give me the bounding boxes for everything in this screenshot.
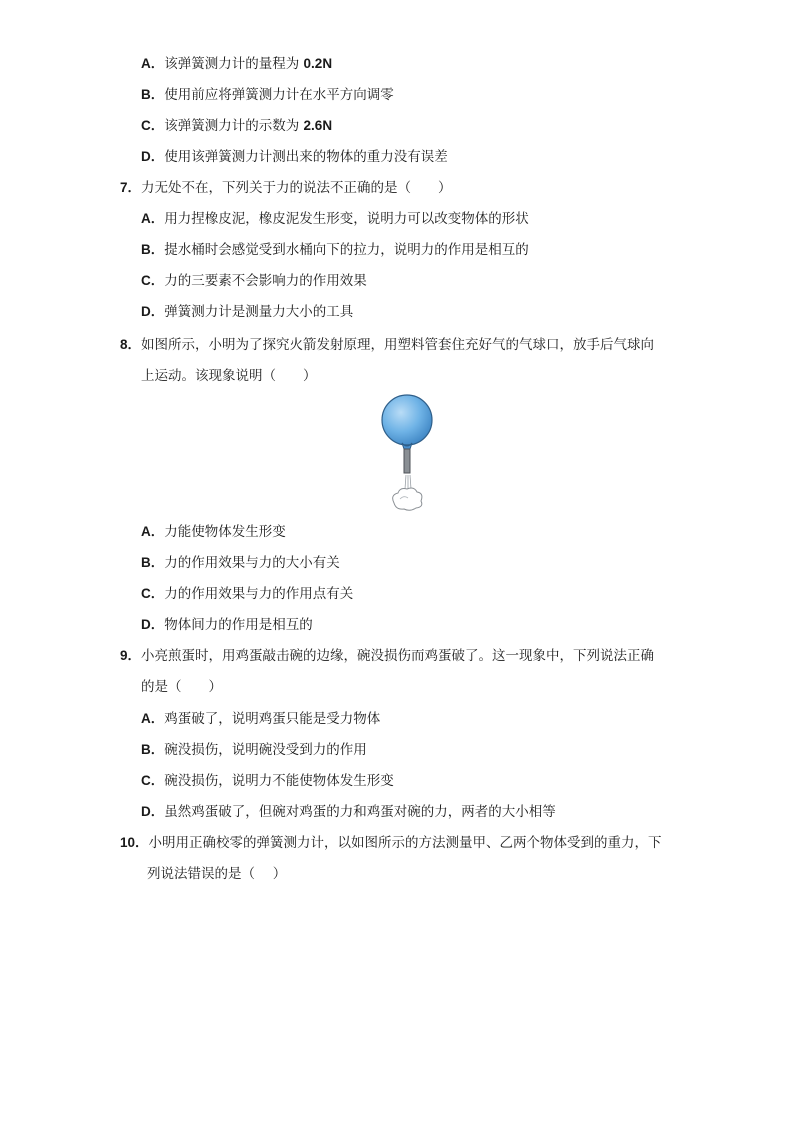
option-label: B． xyxy=(141,742,165,757)
q8-stem-continued xyxy=(141,366,317,386)
option-value: 2.6N xyxy=(303,118,333,133)
q7-option-c xyxy=(141,271,367,291)
q8-option-c xyxy=(141,584,353,604)
question-text: 力无处不在，下列关于力的说法不正确的是（ ） xyxy=(141,180,452,196)
q6-option-a xyxy=(141,54,332,74)
q10-stem-continued xyxy=(147,864,286,884)
option-text: 碗没损伤，说明碗没受到力的作用 xyxy=(164,742,367,758)
question-text: 如图所示，小明为了探究火箭发射原理，用塑料管套住充好气的气球口，放手后气球向 xyxy=(141,337,655,353)
option-text: 该弹簧测力计的示数为 xyxy=(164,118,304,134)
q10-stem xyxy=(120,833,662,853)
option-text: 物体间力的作用是相互的 xyxy=(164,617,313,633)
q9-option-d xyxy=(141,802,556,822)
option-text: 使用该弹簧测力计测出来的物体的重力没有误差 xyxy=(164,149,448,165)
q9-stem xyxy=(120,646,654,666)
q7-option-a xyxy=(141,209,529,229)
question-number: 9． xyxy=(120,648,142,663)
q8-option-a xyxy=(141,522,286,542)
question-text: 小明用正确校零的弹簧测力计，以如图所示的方法测量甲、乙两个物体受到的重力，下 xyxy=(148,835,662,851)
q7-stem xyxy=(120,178,452,198)
option-label: A． xyxy=(141,524,165,539)
option-label: C． xyxy=(141,586,165,601)
balloon-body xyxy=(382,395,432,445)
question-number: 7． xyxy=(120,180,142,195)
option-text: 力的三要素不会影响力的作用效果 xyxy=(164,273,367,289)
option-label: A． xyxy=(141,211,165,226)
question-text: 小亮煎蛋时，用鸡蛋敲击碗的边缘，碗没损伤而鸡蛋破了。这一现象中，下列说法正确 xyxy=(141,648,655,664)
option-label: C． xyxy=(141,273,165,288)
option-text: 力的作用效果与力的作用点有关 xyxy=(164,586,354,602)
option-text: 鸡蛋破了，说明鸡蛋只能是受力物体 xyxy=(164,711,381,727)
option-label: D． xyxy=(141,617,165,632)
question-text: 列说法错误的是（ ） xyxy=(147,866,287,882)
q6-option-b xyxy=(141,85,394,105)
option-text: 该弹簧测力计的量程为 xyxy=(164,56,304,72)
q9-option-c xyxy=(141,771,394,791)
q6-option-c xyxy=(141,116,332,136)
q9-option-b xyxy=(141,740,367,760)
option-label: D． xyxy=(141,304,165,319)
question-number: 10． xyxy=(120,835,149,850)
option-text: 力能使物体发生形变 xyxy=(164,524,286,540)
q6-option-d xyxy=(141,147,448,167)
question-number: 8． xyxy=(120,337,142,352)
option-label: A． xyxy=(141,711,165,726)
air-jet-line xyxy=(405,475,406,489)
option-text: 虽然鸡蛋破了，但碗对鸡蛋的力和鸡蛋对碗的力，两者的大小相等 xyxy=(164,804,556,820)
option-text: 使用前应将弹簧测力计在水平方向调零 xyxy=(164,87,394,103)
q8-option-d xyxy=(141,615,313,635)
q8-option-b xyxy=(141,553,340,573)
option-label: B． xyxy=(141,87,165,102)
q8-stem xyxy=(120,335,654,355)
q9-option-a xyxy=(141,709,380,729)
balloon-rocket-figure xyxy=(378,393,436,517)
question-text: 上运动。该现象说明（ ） xyxy=(141,368,317,384)
option-value: 0.2N xyxy=(303,56,333,71)
plastic-tube xyxy=(404,449,410,473)
air-jet-line xyxy=(410,475,411,489)
option-label: A． xyxy=(141,56,165,71)
option-label: D． xyxy=(141,804,165,819)
option-text: 提水桶时会感觉受到水桶向下的拉力，说明力的作用是相互的 xyxy=(164,242,529,258)
q7-option-b xyxy=(141,240,529,260)
option-text: 弹簧测力计是测量力大小的工具 xyxy=(164,304,354,320)
option-label: B． xyxy=(141,242,165,257)
q7-option-d xyxy=(141,302,353,322)
option-label: B． xyxy=(141,555,165,570)
option-label: D． xyxy=(141,149,165,164)
option-label: C． xyxy=(141,773,165,788)
question-text: 的是（ ） xyxy=(141,679,222,695)
option-text: 力的作用效果与力的大小有关 xyxy=(164,555,340,571)
option-text: 用力捏橡皮泥，橡皮泥发生形变，说明力可以改变物体的形状 xyxy=(164,211,529,227)
option-text: 碗没损伤，说明力不能使物体发生形变 xyxy=(164,773,394,789)
q9-stem-continued xyxy=(141,677,222,697)
option-label: C． xyxy=(141,118,165,133)
exhaust-cloud xyxy=(393,488,422,510)
